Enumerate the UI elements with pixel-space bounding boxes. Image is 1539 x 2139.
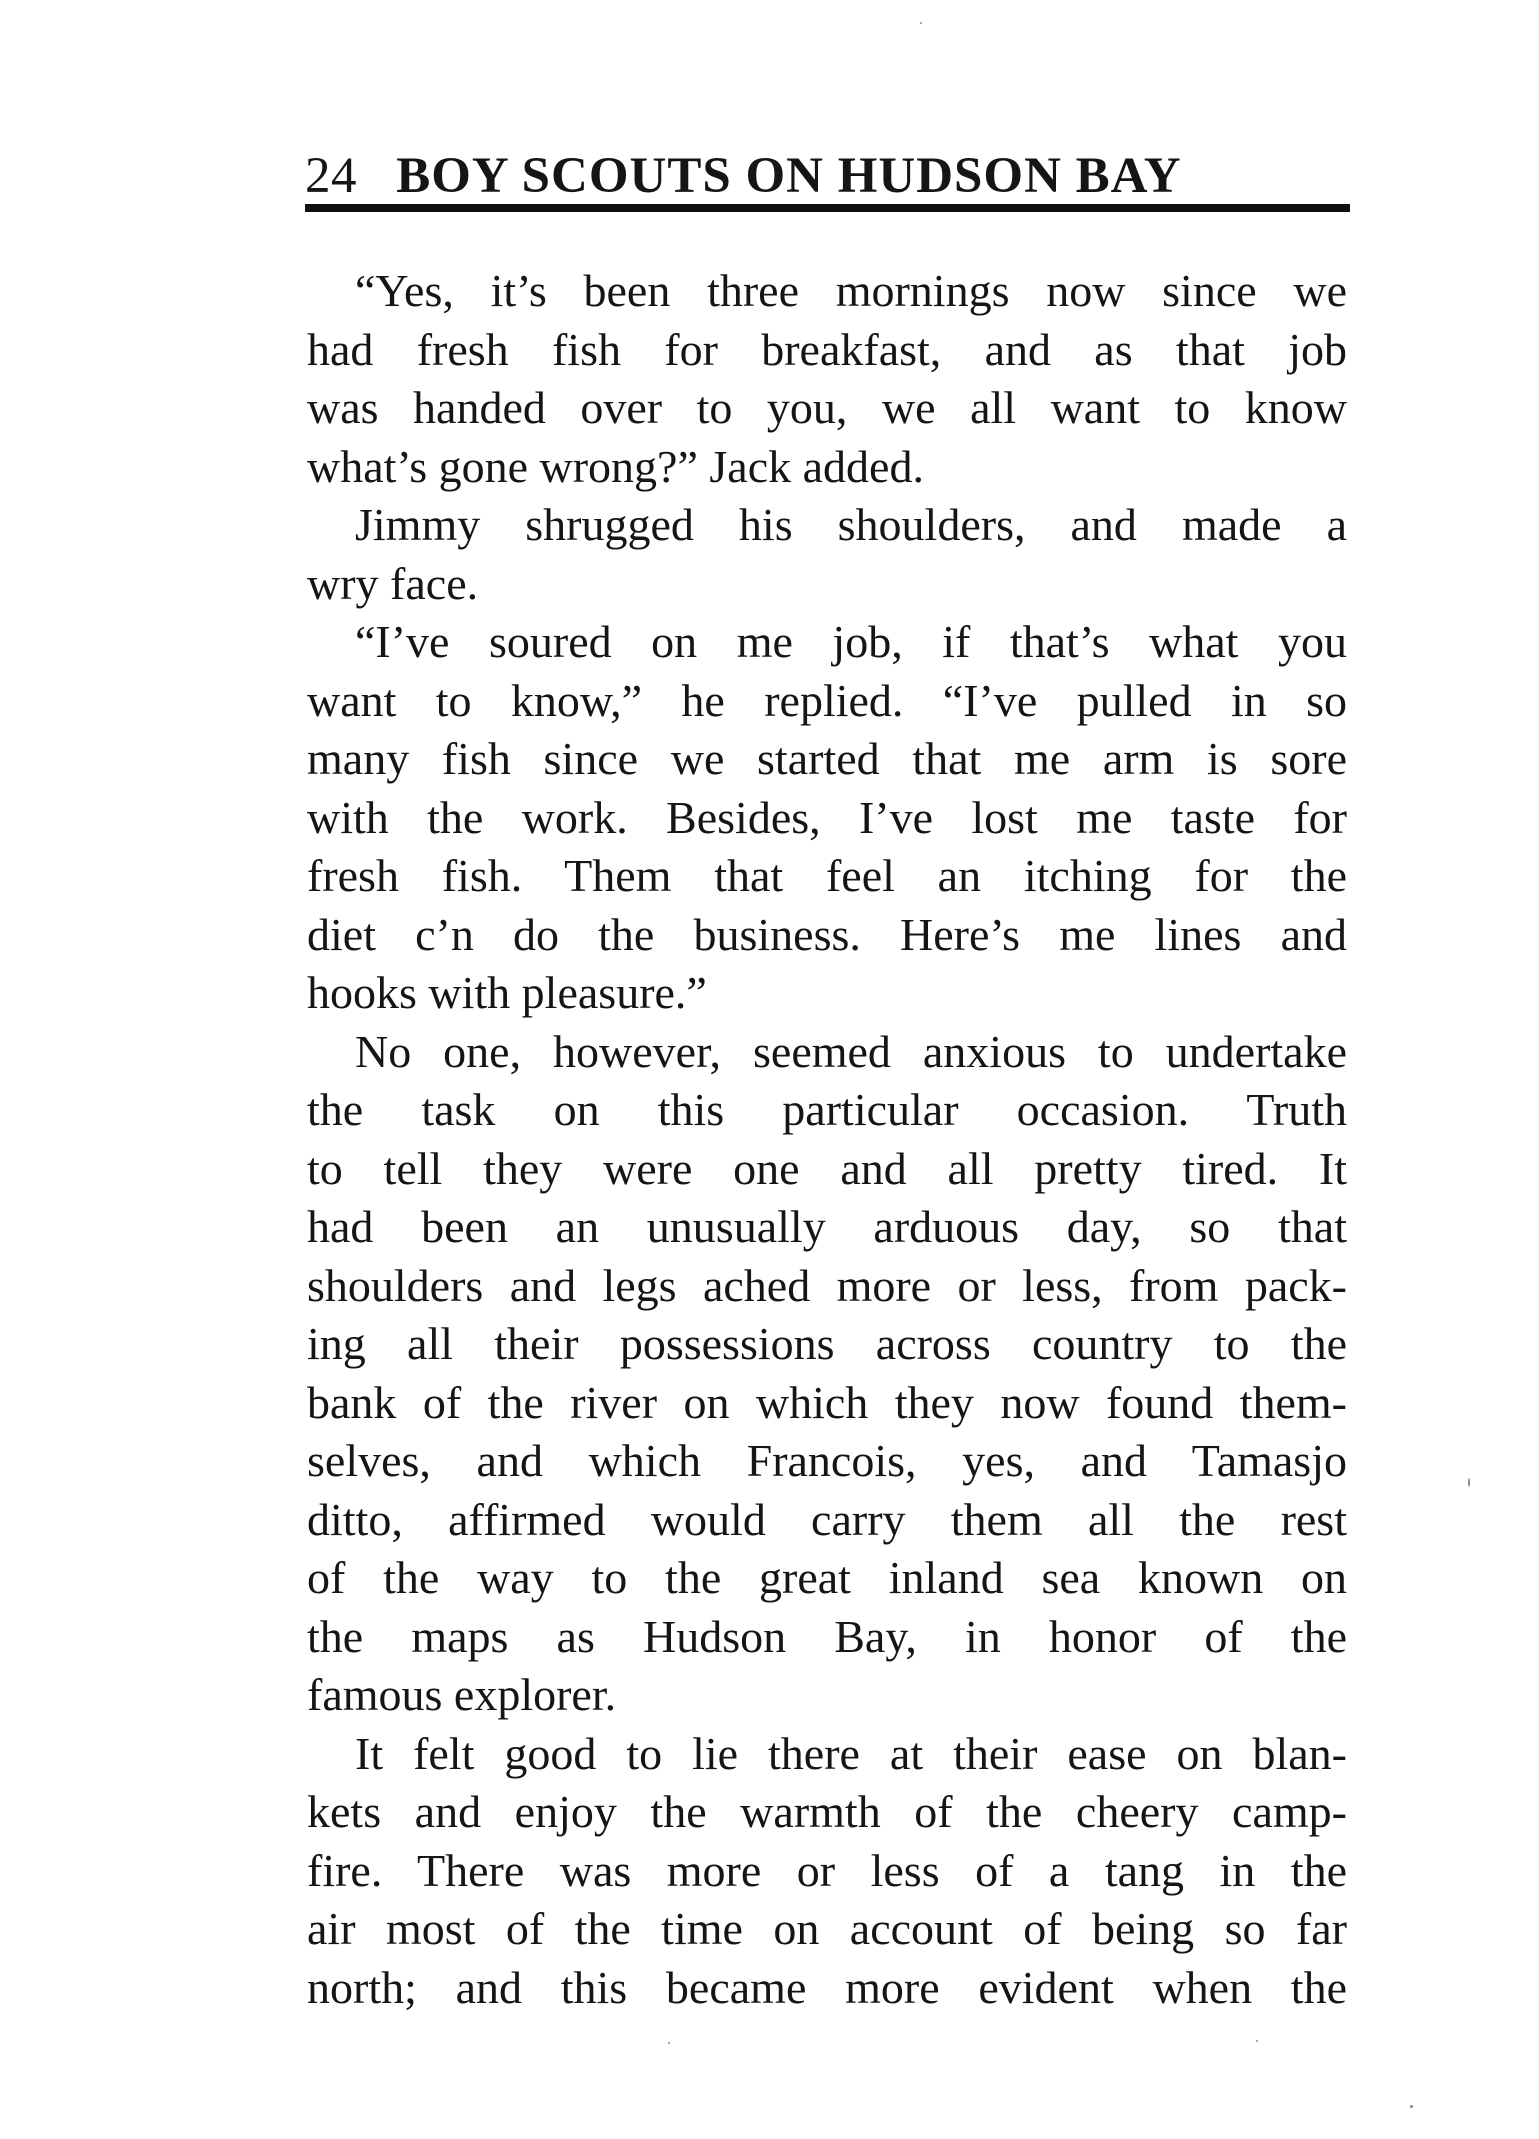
page-number: 24 xyxy=(305,148,357,204)
scan-speck xyxy=(1468,1478,1470,1487)
text-line: had been an unusually arduous day, so that xyxy=(307,1201,1347,1252)
text-line: “Yes, it’s been three mornings now since we xyxy=(355,265,1347,316)
text-line: ditto, affirmed would carry them all the rest xyxy=(307,1493,1347,1545)
text-line: north; and this became more evident when the xyxy=(307,1961,1347,2013)
text-line: air most of the time on account of being so far xyxy=(307,1903,1347,1954)
text-line: shoulders and legs ached more or less, from pack- xyxy=(307,1259,1347,1311)
text-line: famous explorer. xyxy=(307,1669,617,1720)
text-line: It felt good to lie there at their ease on blan- xyxy=(355,1727,1347,1779)
text-line: Jimmy shrugged his shoulders, and made a xyxy=(355,499,1347,550)
text-line: many fish since we started that me arm is sore xyxy=(307,733,1347,784)
text-line: want to know,” he replied. “I’ve pulled in so xyxy=(307,674,1347,726)
text-line: fresh fish. Them that feel an itching for the xyxy=(307,850,1347,901)
text-line: what’s gone wrong?” Jack added. xyxy=(307,440,924,492)
text-line: selves, and which Francois, yes, and Tamasjo xyxy=(307,1435,1347,1486)
scan-speck xyxy=(1410,2105,1413,2108)
text-line: to tell they were one and all pretty tired. It xyxy=(307,1142,1347,1194)
text-line: wry face. xyxy=(307,557,479,609)
text-line: “I’ve soured on me job, if that’s what you xyxy=(355,616,1347,667)
scan-speck xyxy=(668,2042,670,2044)
text-line: fire. There was more or less of a tang in the xyxy=(307,1844,1347,1896)
text-line: kets and enjoy the warmth of the cheery camp- xyxy=(307,1786,1347,1837)
text-line: had fresh fish for breakfast, and as that job xyxy=(307,323,1347,375)
scan-speck xyxy=(920,22,922,24)
text-line: hooks with pleasure.” xyxy=(307,967,707,1018)
text-line: with the work. Besides, I’ve lost me taste for xyxy=(307,791,1347,843)
text-line: the task on this particular occasion. Truth xyxy=(307,1084,1347,1135)
text-line: diet c’n do the business. Here’s me lines and xyxy=(307,908,1347,960)
text-line: bank of the river on which they now found them- xyxy=(307,1376,1347,1428)
body-text xyxy=(307,262,1347,2017)
paragraph xyxy=(307,262,1347,496)
text-line: ing all their possessions across country to the xyxy=(307,1318,1347,1369)
text-line: was handed over to you, we all want to know xyxy=(307,382,1347,433)
book-title: BOY SCOUTS ON HUDSON BAY xyxy=(396,148,1182,204)
paragraph xyxy=(307,613,1347,1023)
scan-speck xyxy=(1256,2040,1258,2042)
text-line: of the way to the great inland sea known on xyxy=(307,1552,1347,1603)
paragraph xyxy=(307,1023,1347,1725)
running-head xyxy=(305,148,1350,204)
header-rule xyxy=(305,204,1350,212)
text-line: the maps as Hudson Bay, in honor of the xyxy=(307,1610,1347,1662)
paragraph xyxy=(307,1725,1347,2018)
paragraph xyxy=(307,496,1347,613)
text-line: No one, however, seemed anxious to undertake xyxy=(355,1025,1347,1077)
